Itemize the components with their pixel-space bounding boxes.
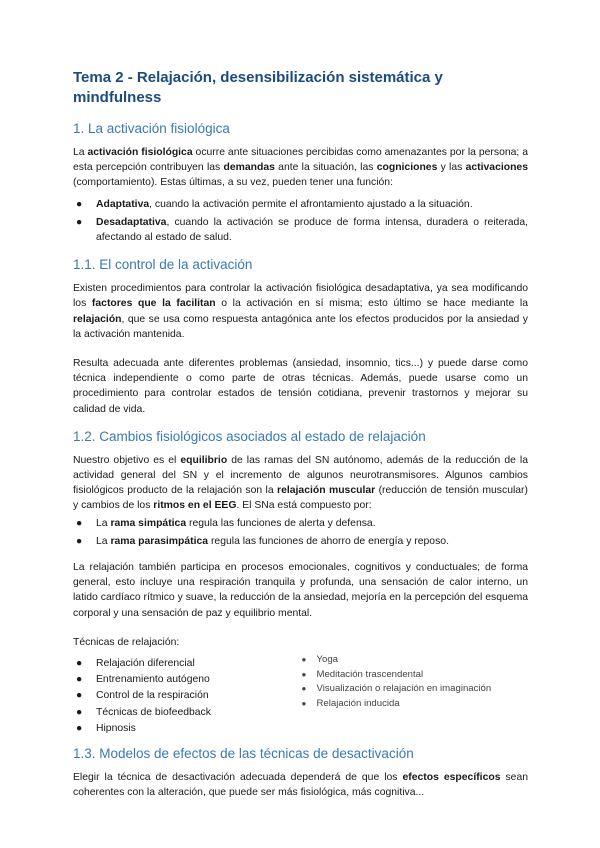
techniques-list-right bbox=[301, 653, 528, 737]
nervous-system-list bbox=[73, 516, 528, 549]
list-item: ● Adaptativa, cuando la activación permite el afrontamiento ajustado a la situación. bbox=[73, 197, 528, 212]
bullet-icon: ● bbox=[76, 706, 83, 718]
techniques-columns bbox=[73, 656, 528, 737]
bullet-icon: ● bbox=[76, 658, 83, 670]
techniques-label: Técnicas de relajación: bbox=[73, 636, 180, 648]
section-1-3-paragraph: Elegir la técnica de desactivación adecuada dependerá de que los efectos específicos sean coherentes con la alteración, que puede ser más fisiológica, más cognitiva... bbox=[73, 772, 529, 799]
list-item: ● Relajación inducida bbox=[301, 697, 528, 712]
list-item: ● Hipnosis bbox=[73, 721, 301, 736]
list-item: ● Visualización o relajación en imaginación bbox=[301, 682, 528, 697]
bullet-icon: ● bbox=[301, 655, 307, 665]
section-1-1-paragraph-1: Existen procedimientos para controlar la activación fisiológica desadaptativa, ya sea modificando los factores que la facilitan o la activación en sí misma; esto último se hace mediante la relajación, que se usa como respuesta antagónica ante los efectos producidos por la ansiedad y la activación mantenida. bbox=[73, 283, 529, 340]
list-item: ● Relajación diferencial bbox=[73, 656, 301, 671]
section-1-heading: 1. La activación fisiológica bbox=[73, 121, 230, 136]
list-item: ● Meditación trascendental bbox=[301, 668, 528, 683]
function-list bbox=[73, 197, 528, 246]
document-title: Tema 2 - Relajación, desensibilización sistemática y mindfulness bbox=[73, 69, 443, 106]
section-1-1-heading: 1.1. El control de la activación bbox=[73, 257, 253, 273]
bullet-icon: ● bbox=[76, 674, 83, 686]
bullet-icon: ● bbox=[301, 698, 307, 708]
list-item: ● La rama simpática regula las funciones de alerta y defensa. bbox=[73, 516, 528, 531]
section-1-2-paragraph-1: Nuestro objetivo es el equilibrio de las ramas del SN autónomo, además de la reducción de la actividad general del SN y el incremento de algunos neurotransmisores. Algunos cambios fisiológicos producto de la relajación son la relajación muscular (reducción de tensión muscular) y cambios de los ritmos en el EEG. El SNa está compuesto por: bbox=[73, 454, 529, 512]
section-1-2-heading: 1.2. Cambios fisiológicos asociados al estado de relajación bbox=[73, 428, 426, 444]
bullet-icon: ● bbox=[76, 690, 83, 702]
list-item: ● Entrenamiento autógeno bbox=[73, 672, 301, 687]
list-item: ● La rama parasimpática regula las funciones de ahorro de energía y reposo. bbox=[73, 534, 528, 549]
bullet-icon: ● bbox=[76, 517, 83, 529]
bullet-icon: ● bbox=[301, 669, 307, 679]
bullet-icon: ● bbox=[76, 198, 83, 210]
bullet-icon: ● bbox=[76, 722, 83, 734]
list-item: ● Desadaptativa, cuando la activación se produce de forma intensa, duradera o reiterada, afectando al estado de salud. bbox=[76, 216, 528, 244]
bullet-icon: ● bbox=[76, 216, 83, 228]
list-item: ● Técnicas de biofeedback bbox=[73, 705, 301, 720]
section-1-3-heading: 1.3. Modelos de efectos de las técnicas de desactivación bbox=[73, 746, 414, 762]
list-item: ● Control de la respiración bbox=[73, 688, 301, 703]
bullet-icon: ● bbox=[301, 684, 307, 694]
section-1-paragraph: La activación fisiológica ocurre ante situaciones percibidas como amenazantes por la persona; a esta percepción contribuyen las demandas ante la situación, las cogniciones y las activaciones (comportamiento). Estas últimas, a su vez, pueden tener una función: bbox=[73, 147, 528, 189]
section-1-2-paragraph-2: La relajación también participa en procesos emocionales, cognitivos y conductuales; de forma general, esto incluye una respiración tranquila y profunda, una sensación de calor interno, un latido cardíaco rítmico y suave, la reducción de la ansiedad, mejoría en la percepción del esquema corporal y una sensación de paz y equilibrio mental. bbox=[73, 562, 528, 619]
section-1-1-paragraph-2: Resulta adecuada ante diferentes problemas (ansiedad, insomnio, tics...) y puede darse como técnica independiente o como parte de otras técnicas. Además, puede usarse como un procedimiento para controlar estados de tensión cotidiana, prevenir trastornos y mejorar su calidad de vida. bbox=[73, 358, 528, 415]
document-content bbox=[73, 68, 528, 801]
techniques-list-left bbox=[73, 656, 301, 737]
bullet-icon: ● bbox=[76, 535, 83, 547]
list-item: ● Yoga bbox=[301, 653, 528, 668]
